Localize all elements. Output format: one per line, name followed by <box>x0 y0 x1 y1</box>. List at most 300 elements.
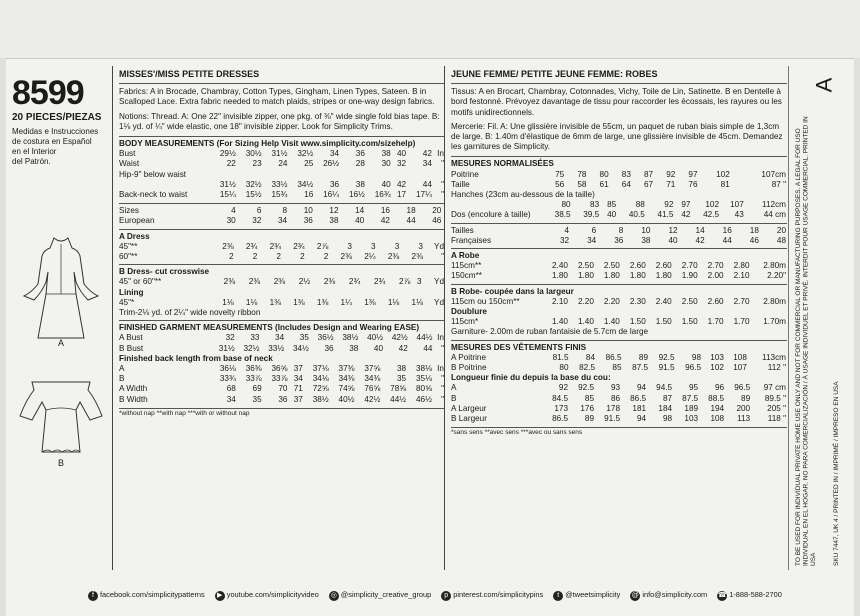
table-cell: 33 <box>250 333 260 343</box>
view-a-label: A <box>58 338 65 348</box>
table-cell: 2.40 <box>552 261 568 271</box>
table-cell <box>366 170 392 180</box>
table-cell: 2 <box>300 252 305 262</box>
doublure-title: Doublure <box>451 307 487 317</box>
view-b-sketch <box>18 376 104 456</box>
row-label <box>451 200 543 210</box>
row-label: Tailles <box>451 225 474 235</box>
b-robe-title: B Robe- coupée dans la largeur <box>451 284 787 297</box>
table-cell: 1.40 <box>603 317 620 327</box>
table-cell: 2½ <box>298 277 311 287</box>
table-row <box>119 180 445 190</box>
table-cell: 34 <box>587 235 597 245</box>
table-cell: 2⅜ <box>411 252 423 262</box>
table-cell: 4 <box>564 225 570 235</box>
spanish-note-line: de costura en Español <box>12 137 92 146</box>
table-cell: 31½ <box>271 149 288 159</box>
table-cell: 38 <box>329 216 339 226</box>
finished-bust-table <box>119 333 445 353</box>
table-cell: " <box>441 394 444 404</box>
table-cell: 80⅝ <box>415 384 432 394</box>
table-cell: 10 <box>303 206 313 216</box>
row-label: Sizes <box>119 206 140 216</box>
table-cell: 1.70 <box>733 317 750 327</box>
table-cell: 31½ <box>219 179 236 189</box>
table-cell: 2 <box>229 252 234 262</box>
view-a-sketch <box>18 234 104 344</box>
table-row <box>451 297 787 307</box>
table-cell: 16 <box>380 206 390 216</box>
row-label: B Width <box>119 394 148 404</box>
table-cell: 87 <box>643 169 654 179</box>
table-cell: 15¼ <box>219 190 236 200</box>
row-label: Dos (encolure à taille) <box>451 210 531 220</box>
row-label: 115cm* <box>451 317 479 327</box>
table-cell: 38 <box>641 235 651 245</box>
table-row <box>119 395 445 405</box>
row-label: 45"** <box>119 241 138 251</box>
table-cell: 85 <box>584 393 595 403</box>
table-cell: 37 <box>293 364 303 374</box>
table-cell: 102 <box>705 200 720 210</box>
table-cell: 42 <box>695 235 705 245</box>
table-cell: 2.50 <box>603 261 620 271</box>
table-cell: 85 <box>607 200 617 210</box>
table-cell: Yd <box>433 277 444 287</box>
table-row <box>119 384 445 394</box>
table-cell: 34⅛ <box>312 374 329 384</box>
table-cell: 44½ <box>416 333 433 343</box>
table-cell: 2⅜ <box>340 252 352 262</box>
table-cell: 92 <box>666 169 676 179</box>
social-link[interactable] <box>553 590 620 601</box>
table-cell: 16½ <box>348 190 365 200</box>
table-cell: 34 <box>278 216 288 226</box>
table-cell: 15¾ <box>271 190 288 200</box>
notions-text: Notions: Thread. A: One 22" invisible zipper, one pkg. of ⅜" wide single fold bias tape. B: 1⅛ yd. of ¼" wide elastic, one 18" invisible zipper. Look for Simplicity Trims. <box>119 111 440 131</box>
table-row <box>119 252 445 262</box>
table-cell: 2¾ <box>245 241 258 251</box>
table-cell: 58 <box>577 179 587 189</box>
table-cell: 41.5 <box>657 210 674 220</box>
table-cell: " <box>441 374 444 384</box>
table-row <box>451 363 787 373</box>
mesures-title: MESURES NORMALISÉES <box>451 156 787 169</box>
table-cell: 39.5 <box>583 210 600 220</box>
table-cell: 2.00 <box>707 271 724 281</box>
table-cell: 2.10 <box>733 271 750 281</box>
table-cell: 1⅛ <box>387 297 400 307</box>
table-cell: 42 <box>396 179 407 189</box>
table-cell: 30½ <box>245 149 262 159</box>
table-cell: 64 <box>621 179 631 189</box>
social-link[interactable] <box>717 590 782 601</box>
table-cell: 91.5 <box>604 414 621 424</box>
table-cell: 2.80 <box>733 261 750 271</box>
table-cell: 40 <box>607 210 617 220</box>
table-row <box>451 236 787 246</box>
table-cell: 15½ <box>245 190 262 200</box>
table-cell: 1.80 <box>552 271 568 281</box>
table-cell: 2⅞ <box>316 241 329 251</box>
table-cell: 44½ <box>390 394 407 404</box>
table-cell: 70 <box>278 384 288 394</box>
table-cell: 2¾ <box>269 241 281 251</box>
table-cell: 40½ <box>338 394 355 404</box>
table-row <box>119 216 445 226</box>
row-label <box>119 180 211 190</box>
table-cell: 92.5 <box>578 383 595 393</box>
table-row <box>451 271 787 281</box>
hanches-title: Hanches (23cm au-dessous de la taille) <box>451 190 595 200</box>
view-b-label: B <box>58 458 65 468</box>
table-cell: 80 <box>559 363 569 373</box>
garniture-text: Garniture- 2.00m de ruban fantaisie de 5.7cm de large <box>451 327 649 337</box>
table-cell: 36½ <box>317 333 334 343</box>
table-cell: 36⅛ <box>219 364 236 374</box>
table-cell: 2.50 <box>681 296 698 306</box>
table-cell: 32 <box>560 235 570 245</box>
table-cell: 16¾ <box>374 190 391 200</box>
table-cell: 35 <box>299 333 309 343</box>
table-cell: 1⅜ <box>293 297 305 307</box>
table-cell: 205 " <box>767 403 786 413</box>
table-cell: 102 <box>716 169 730 179</box>
english-column <box>112 66 445 570</box>
table-cell: 176 <box>580 403 595 413</box>
table-cell <box>263 170 289 180</box>
row-label: A Poitrine <box>451 352 487 362</box>
table-cell: 83 <box>621 169 631 179</box>
table-cell: 17¼ <box>415 190 432 200</box>
sku-vertical-text: SKU 7447, UK 4 / PRINTED IN / IMPRIMÉ / IMPRESO EN USA <box>833 381 840 566</box>
table-cell: 38 <box>396 364 407 374</box>
table-row <box>451 180 787 190</box>
left-column <box>12 66 110 586</box>
table-cell: 33¾ <box>219 374 236 384</box>
tailles-table <box>451 226 787 246</box>
row-label: B <box>451 393 457 403</box>
table-cell: 112 " <box>767 363 786 373</box>
table-cell: 86.5 <box>552 414 569 424</box>
table-cell: 36 <box>278 394 288 404</box>
table-cell: 43 <box>734 210 744 220</box>
row-label: 45"* <box>119 297 135 307</box>
table-row <box>451 226 787 236</box>
table-cell: 37 <box>293 394 303 404</box>
table-cell: 30 <box>226 216 236 226</box>
table-cell: 36⅝ <box>271 364 288 374</box>
sizes-table <box>119 206 445 226</box>
table-cell: 2.30 <box>629 296 646 306</box>
table-cell: 20 <box>432 206 442 216</box>
table-row <box>451 261 787 271</box>
table-cell: 38 <box>381 149 391 159</box>
table-cell: 12 <box>668 225 678 235</box>
table-cell: 2¾ <box>348 277 361 287</box>
table-cell: 78⅝ <box>390 384 407 394</box>
table-cell: 118 " <box>767 414 786 424</box>
table-cell: 29½ <box>219 149 236 159</box>
table-cell: 2⅜ <box>273 277 286 287</box>
table-cell: 40.5 <box>628 210 645 220</box>
table-cell: 1⅛ <box>245 297 258 307</box>
table-cell: 1.80 <box>603 271 620 281</box>
table-cell: 107cm <box>761 169 786 179</box>
table-cell: 1⅜ <box>316 297 329 307</box>
table-cell: 2.80m <box>763 261 786 271</box>
table-cell: 3 <box>417 277 422 287</box>
english-footnote: *without nap **with nap ***with or without nap <box>119 408 445 419</box>
table-cell: " <box>441 384 444 394</box>
table-cell: 72⅝ <box>312 384 329 394</box>
table-cell: 2 <box>323 252 329 262</box>
back-length-table <box>119 364 445 405</box>
row-label: Back-neck to waist <box>119 190 188 200</box>
table-cell: 2⅜ <box>323 277 336 287</box>
table-cell: 88 <box>635 200 645 210</box>
table-cell: 78 <box>577 169 587 179</box>
table-cell: 33⅞ <box>245 374 262 384</box>
row-label: Poitrine <box>451 169 479 179</box>
row-label: B Bust <box>119 343 144 353</box>
table-cell: 1⅛ <box>411 297 423 307</box>
table-cell: 48 <box>776 235 786 245</box>
table-cell: 44 <box>722 235 732 245</box>
table-cell: " <box>441 190 444 200</box>
table-cell: 2.10 <box>552 296 568 306</box>
table-row <box>119 170 445 180</box>
table-cell: 1.70m <box>763 317 786 327</box>
table-cell: 40 <box>396 149 407 159</box>
table-cell: 10 <box>641 225 651 235</box>
table-cell: 95 <box>688 383 699 393</box>
table-cell: 98 <box>691 352 701 362</box>
mesures-table <box>451 170 787 190</box>
table-cell: 88.5 <box>708 393 725 403</box>
table-row <box>119 149 445 159</box>
table-cell: 92 <box>558 383 569 393</box>
table-cell: 96.5 <box>734 383 751 393</box>
table-cell: 103 <box>710 352 724 362</box>
table-cell: 38.5 <box>554 210 571 220</box>
table-cell: 2 <box>276 252 281 262</box>
table-cell: 18 <box>749 225 759 235</box>
table-cell: 94 <box>636 383 647 393</box>
table-row <box>451 200 787 210</box>
social-link-text: @simplicity_creative_group <box>340 589 432 599</box>
table-cell: 37⅜ <box>338 364 355 374</box>
table-cell: 1.80 <box>577 271 594 281</box>
table-cell: 87.5 <box>682 393 699 403</box>
table-cell: 2¼ <box>364 252 376 262</box>
table-cell: In <box>437 333 444 343</box>
table-cell: 89 <box>741 393 751 403</box>
row-label: B <box>119 374 125 384</box>
table-cell: 34 <box>293 374 303 384</box>
english-title: MISSES'/MISS PETITE DRESSES <box>119 66 445 84</box>
table-cell: 38⅛ <box>415 364 432 374</box>
table-cell: 37⅝ <box>364 364 381 374</box>
table-cell: 113cm <box>762 352 786 362</box>
table-cell: 87 " <box>771 179 786 189</box>
table-cell: In <box>437 364 444 374</box>
table-cell: 97 <box>688 169 698 179</box>
table-cell: 40 <box>381 179 391 189</box>
french-title: JEUNE FEMME/ PETITE JEUNE FEMME: ROBES <box>451 66 787 84</box>
table-cell: 32½ <box>245 179 262 189</box>
table-cell: 76⅝ <box>364 384 381 394</box>
back-length-title: Finished back length from base of neck <box>119 353 273 363</box>
table-cell: 8 <box>618 225 624 235</box>
table-cell: 25 <box>304 159 314 169</box>
table-cell: 89 <box>638 352 648 362</box>
row-label: A Bust <box>119 333 143 343</box>
finis-title: MESURES DES VÊTEMENTS FINIS <box>451 340 787 353</box>
table-cell: 16 <box>722 225 732 235</box>
table-cell: 71 <box>293 384 303 394</box>
social-link-text: pinterest.com/simplicitypins <box>453 589 544 599</box>
table-cell: 36 <box>614 235 624 245</box>
social-link[interactable] <box>441 590 543 601</box>
table-cell: 2 <box>252 252 258 262</box>
french-column <box>444 66 787 570</box>
table-cell: 82.5 <box>579 363 595 373</box>
table-cell: 69 <box>252 384 262 394</box>
table-cell <box>211 170 237 180</box>
table-cell: 1.50 <box>681 317 698 327</box>
table-cell: 34 <box>329 149 340 159</box>
table-row <box>119 298 445 308</box>
table-cell: 74⅝ <box>338 384 355 394</box>
table-cell: 42½ <box>364 394 381 404</box>
tissus-text: Tissus: A en Brocart, Chambray, Cotonnades, Vichy, Toile de Lin, Satinette. B en Dentelle à bord festonné. Prévoyez davantage de tissu pour raccorder les écossais, les rayures ou les motifs unidirectionnels. <box>451 87 782 117</box>
row-label: Françaises <box>451 235 492 245</box>
table-cell: 92 <box>664 200 674 210</box>
table-cell: 46 <box>432 216 442 226</box>
table-cell: 2.20 <box>577 296 594 306</box>
a-dress-table <box>119 242 445 262</box>
table-cell: 36 <box>329 179 340 189</box>
table-cell: 1.40 <box>552 317 568 327</box>
social-link[interactable] <box>88 590 205 601</box>
table-cell: 34 <box>275 333 285 343</box>
table-row <box>119 333 445 343</box>
table-cell: 35 <box>252 394 262 404</box>
envelope-fold-left <box>0 58 6 616</box>
email-icon: @ <box>631 591 639 599</box>
table-cell: 1.50 <box>655 317 672 327</box>
table-row <box>119 277 445 287</box>
table-cell: 173 <box>554 403 569 413</box>
pattern-back-page <box>12 66 848 586</box>
table-cell: 24 <box>278 159 288 169</box>
table-cell: 36 <box>324 343 334 353</box>
table-cell: 31½ <box>218 343 235 353</box>
table-cell: 33⅞ <box>271 374 288 384</box>
table-cell <box>288 170 314 180</box>
table-cell: 3 <box>371 241 376 251</box>
social-link[interactable] <box>630 590 707 601</box>
table-cell: 1¼ <box>340 297 352 307</box>
table-row <box>451 317 787 327</box>
table-cell: 98 <box>662 414 673 424</box>
table-cell: 93 <box>610 383 621 393</box>
youtube-icon: ▶ <box>215 591 225 601</box>
table-cell: 107 <box>733 363 747 373</box>
row-label: 115cm ou 150cm** <box>451 296 520 306</box>
table-cell: 35 <box>396 374 407 384</box>
table-cell: 42 <box>380 216 390 226</box>
table-row <box>119 364 445 374</box>
table-cell: 83 <box>590 200 600 210</box>
table-cell: 80 <box>561 200 571 210</box>
table-cell: 84.5 <box>552 393 569 403</box>
table-cell: 16 <box>304 190 314 200</box>
table-cell: 2.70 <box>681 261 698 271</box>
table-cell: 97 <box>681 200 691 210</box>
envelope-flap <box>0 0 860 59</box>
table-cell: 16¼ <box>323 190 340 200</box>
legal-vertical-text: TO BE USED FOR INDIVIDUAL PRIVATE HOME USE ONLY AND NOT FOR COMMERCIAL OR MANUFACTURING PURPOSES. A LEGAL FOR USO INDIVIDUAL EN EL HOGAR. NO PARA COMERCIALIZACIÓN / À USAGE INDIVIDUEL ET PRIVÉ. INTERDIT POUR USAGE COMMERCIAL. PRINTED IN USA <box>795 116 817 566</box>
table-cell: 40 <box>373 343 384 353</box>
table-cell: 44 <box>423 343 433 353</box>
table-cell: 108 <box>710 414 725 424</box>
table-cell: 40 <box>355 216 365 226</box>
table-cell: 1.80 <box>655 271 672 281</box>
table-cell: 3 <box>347 241 352 251</box>
table-cell: 40 <box>668 235 678 245</box>
table-cell: 103 <box>684 414 699 424</box>
table-cell: " <box>441 252 444 262</box>
table-row <box>119 374 445 384</box>
trim-text: Trim-2⅛ yd. of 2¼" wide novelty ribbon <box>119 308 261 318</box>
table-cell: " <box>441 179 444 189</box>
fabrics-text: Fabrics: A in Brocade, Chambray, Cotton Types, Gingham, Linen Types, Sateen. B in Scalloped Lace. Extra fabric needed to match plaids, stripes or one-way design fabrics. <box>119 87 435 107</box>
table-cell: 61 <box>599 179 609 189</box>
table-cell: 2.80m <box>763 296 786 306</box>
table-cell: 181 <box>632 403 647 413</box>
table-cell: 2.20 <box>603 296 620 306</box>
table-cell: 12 <box>329 206 339 216</box>
body-measurements-title: BODY MEASUREMENTS (For Sizing Help Visit www.simplicity.com/sizehelp) <box>119 136 445 149</box>
table-cell: 96 <box>715 383 725 393</box>
table-cell <box>392 170 407 180</box>
table-row <box>451 414 787 424</box>
table-cell: 189 <box>684 403 699 413</box>
table-cell: 46 <box>749 235 759 245</box>
table-cell: 42.5 <box>703 210 720 220</box>
table-cell: 87 <box>662 393 673 403</box>
row-label: A Width <box>119 384 148 394</box>
social-link[interactable] <box>329 590 431 601</box>
table-cell: 20 <box>776 225 786 235</box>
table-cell: 102 <box>710 363 724 373</box>
table-cell: 94 <box>636 414 647 424</box>
finis-table <box>451 353 787 373</box>
table-cell: 1⅜ <box>364 297 376 307</box>
a-robe-title: A Robe <box>451 248 787 261</box>
social-link[interactable] <box>215 590 319 601</box>
table-cell: 42½ <box>391 333 408 343</box>
table-cell: 33½ <box>268 343 285 353</box>
table-cell: 22 <box>226 159 236 169</box>
table-row <box>451 394 787 404</box>
table-cell <box>237 170 263 180</box>
row-label: 45" or 60"** <box>119 277 162 287</box>
lining-table <box>119 298 445 308</box>
table-cell: 38 <box>349 343 359 353</box>
